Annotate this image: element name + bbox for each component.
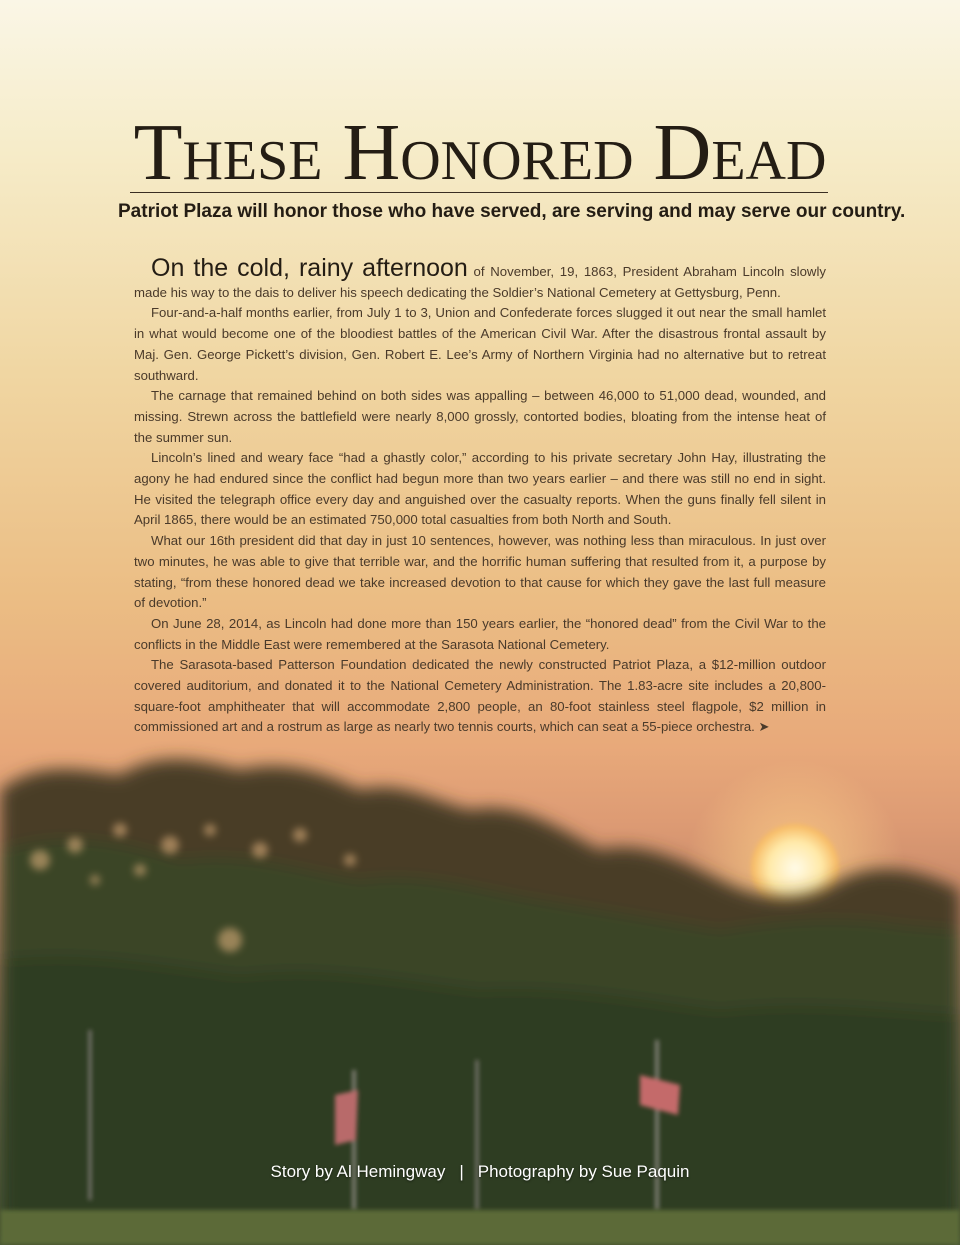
title-divider: [130, 192, 828, 193]
article-paragraph: Four-and-a-half months earlier, from July 1 to 3, Union and Confederate forces slugged it out near the small hamlet in what would become one of the bloodiest battles of the American Civil War. After the disastrous frontal assault by Maj. Gen. George Pickett’s division, Gen. Robert E. Lee’s Army of Northern Virginia had no alternative but to retreat southward.: [134, 305, 826, 383]
credits: [0, 1162, 960, 1182]
story-credit: Story by Al Hemingway: [270, 1162, 446, 1181]
credit-separator: |: [459, 1162, 464, 1181]
article-paragraph: What our 16th president did that day in just 10 sentences, however, was nothing less than miraculous. In just over two minutes, he was able to give that terrible war, and the horrific human suffering that resulted from it, a purpose by stating, “from these honored dead we take increased devotion to that cause for which they gave the last full measure of devotion.”: [134, 533, 826, 611]
lead-in: On the cold, rainy afternoon: [151, 254, 468, 282]
grass: [0, 1210, 960, 1245]
photo-credit: Photography by Sue Paquin: [477, 1162, 690, 1181]
article-paragraph: Lincoln’s lined and weary face “had a ghastly color,” according to his private secretary John Hay, illustrating the agony he had endured since the conflict had begun more than two years earlier – and there was still no end in sight. He visited the telegraph office every day and anguished over the casualty reports. When the guns finally fell silent in April 1865, there would be an estimated 750,000 total casualties from both North and South.: [134, 450, 826, 528]
page-subtitle: Patriot Plaza will honor those who have served, are serving and may serve our country.: [118, 201, 906, 222]
article-paragraph: The Sarasota-based Patterson Foundation dedicated the newly constructed Patriot Plaza, a $12-million outdoor covered auditorium, and donated it to the National Cemetery Administration. The 1.83-acre site includes a 20,800-square-foot amphitheater that will accommodate 2,800 people, an 80-foot stainless steel flagpole, $2 million in commissioned art and a rostrum as large as nearly two tennis courts, which can seat a 55-piece orchestra. ➤: [134, 657, 826, 735]
article-paragraph: [134, 254, 826, 303]
article-paragraph: On June 28, 2014, as Lincoln had done more than 150 years earlier, the “honored dead” from the Civil War to the conflicts in the Middle East were remembered at the Sarasota National Cemetery.: [134, 615, 826, 652]
paragraph-text: of November, 19, 1863, President Abraham Lincoln slowly made his way to the dais to deliver his speech dedicating the Soldier’s National Cemetery at Gettysburg, Penn.: [134, 264, 826, 300]
article-body: [134, 254, 826, 738]
page-title: These Honored Dead: [133, 109, 827, 197]
article-paragraph: The carnage that remained behind on both sides was appalling – between 46,000 to 51,000 dead, wounded, and missing. Strewn across the battlefield were nearly 8,000 grossly, contorted bodies, bloating from the intense heat of the summer sun.: [134, 388, 826, 445]
